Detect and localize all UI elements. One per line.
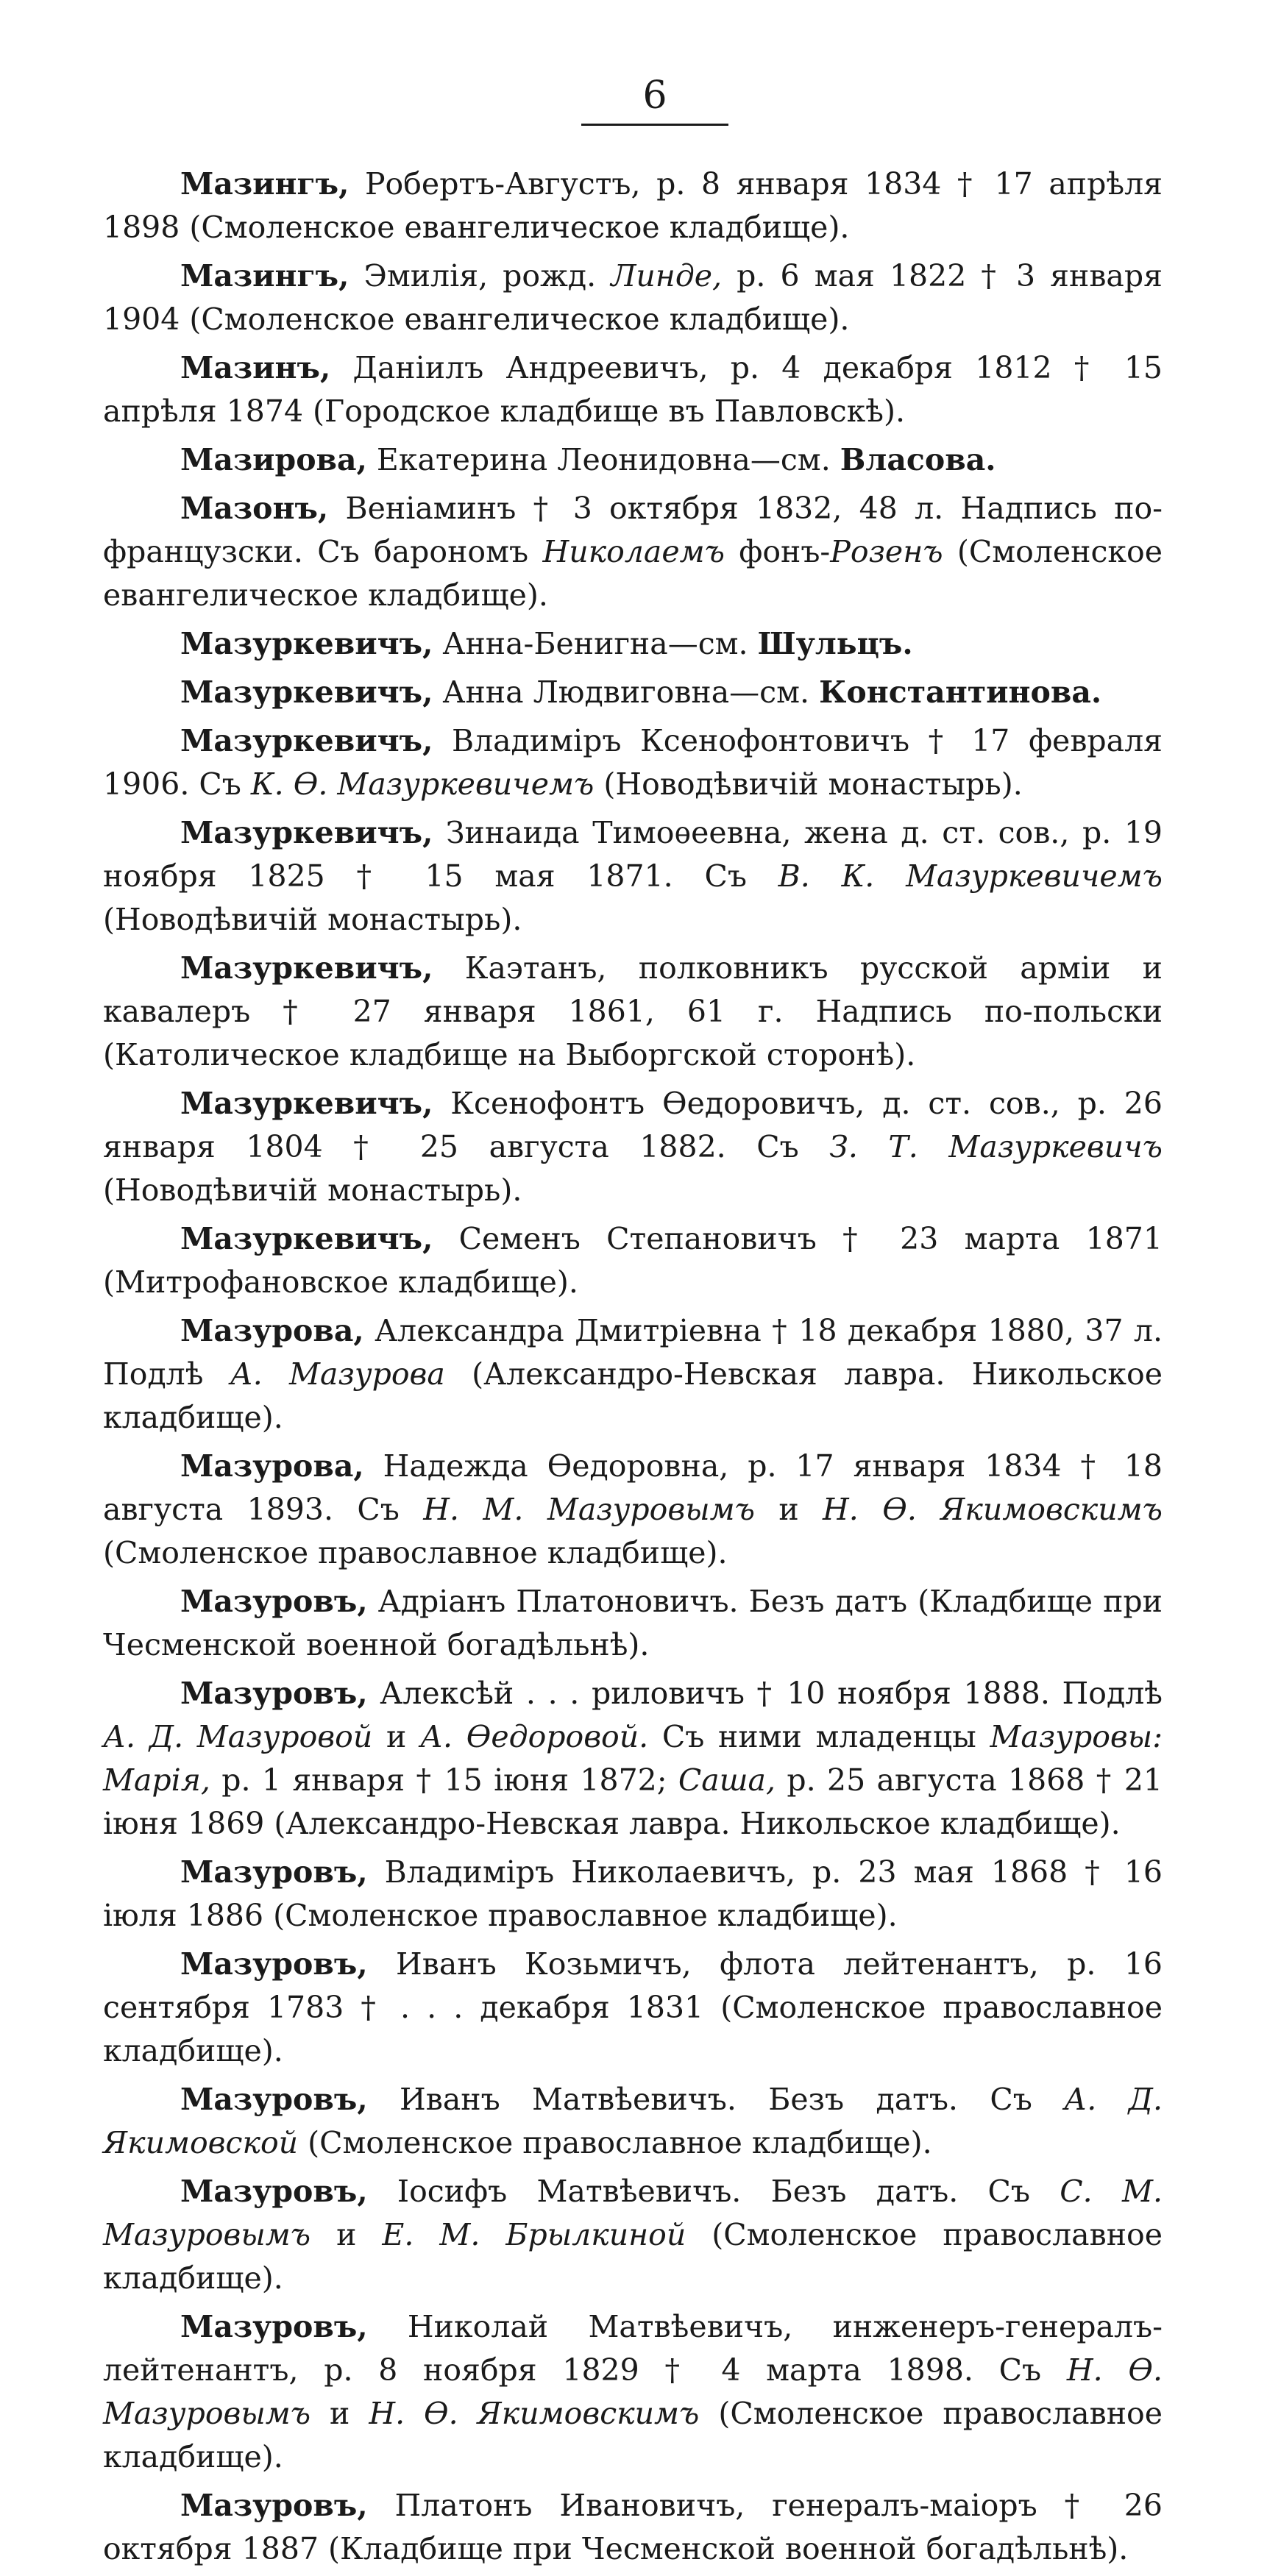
entry-text: (Смоленское евангелическое кладбище). (103, 534, 1163, 613)
entry-text: Семенъ Степановичъ † 23 марта 1871 (Митрофановское кладбище). (103, 1221, 1163, 1300)
entry-name: Мазуркевичъ, (180, 815, 433, 850)
entry (103, 947, 1163, 1077)
entry-italic: Саша, (678, 1762, 776, 1798)
entry-name: Мазингъ, (180, 258, 349, 293)
entry (103, 163, 1163, 249)
entry-text: и (372, 1719, 420, 1754)
entry-italic: Н. Ѳ. Мазуровымъ (103, 2352, 1163, 2431)
entry (103, 671, 1163, 714)
entry-text: (Смоленское православное кладбище). (103, 1535, 728, 1570)
entry-name: Мазуровъ, (180, 2082, 368, 2117)
entry-text: Надежда Ѳедоровна, р. 17 января 1834 † 18 августа 1893. Съ (103, 1448, 1163, 1527)
entry (103, 1309, 1163, 1440)
entry-list (103, 163, 1163, 2571)
entry (103, 719, 1163, 806)
entry-text: Платонъ Ивановичъ, генералъ-маіоръ † 26 октября 1887 (Кладбище при Чесменской военной богадѣльнѣ). (103, 2488, 1163, 2566)
entry-name: Мазирова, (180, 442, 367, 477)
entry-italic: С. М. Мазуровымъ (103, 2174, 1163, 2252)
entry-text: Иванъ Матвѣевичъ. Безъ датъ. Съ (399, 2082, 1065, 2117)
entry-text: Эмилія, рожд. (363, 258, 611, 293)
entry-italic: Н. М. Мазуровымъ (423, 1492, 755, 1527)
entry-italic: В. К. Мазуркевичемъ (778, 858, 1163, 894)
entry-text: (Смоленское православное кладбище). (298, 2125, 932, 2160)
entry-text: (Смоленское православное кладбище). (103, 2396, 1163, 2474)
entry (103, 487, 1163, 617)
page-number-rule (581, 124, 728, 126)
document-page (103, 74, 1163, 2576)
entry-text: и (311, 2396, 369, 2431)
entry-text: Иванъ Козьмичъ, флота лейтенантъ, р. 16 сентября 1783 † . . . декабря 1831 (Смоленское православное кладбище). (103, 1946, 1163, 2068)
entry-name: Мазурова, (180, 1313, 364, 1348)
page-number: 6 (642, 74, 667, 118)
entry (103, 1082, 1163, 1212)
entry-italic: Николаемъ (542, 534, 725, 569)
entry-text: (Новодѣвичій монастырь). (103, 1173, 522, 1208)
entry-italic: Линде, (611, 258, 723, 293)
entry-text: Адріанъ Платоновичъ. Безъ датъ (Кладбище при Чесменской военной богадѣльнѣ). (103, 1584, 1163, 1662)
entry-name: Мазуркевичъ, (180, 626, 433, 661)
entry-name: Мазинъ, (180, 350, 331, 385)
entry-name: Мазингъ, (180, 166, 349, 202)
entry-text: Анна-Бенигна—см. (442, 626, 748, 661)
entry-name: Мазуркевичъ, (180, 675, 433, 710)
entry-italic: Н. Ѳ. Якимовскимъ (823, 1492, 1163, 1527)
entry-name: Мазуровъ, (180, 1584, 368, 1619)
entry-name: Мазуркевичъ, (180, 1086, 433, 1121)
entry-text: Каэтанъ, полковникъ русской арміи и кавалеръ † 27 января 1861, 61 г. Надпись по-польски (Католическое кладбище на Выборгской сторонѣ). (103, 950, 1163, 1072)
entry (103, 2078, 1163, 2165)
entry-name: Мазуровъ, (180, 1854, 368, 1890)
entry-italic: Мазуровы: Марія, (103, 1719, 1163, 1798)
entry-italic: А. Мазурова (230, 1356, 445, 1392)
entry (103, 622, 1163, 666)
entry-name: Мазуровъ, (180, 2174, 368, 2209)
entry-name: Мазуровъ, (180, 1946, 368, 1982)
entry (103, 811, 1163, 942)
entry (103, 1217, 1163, 1304)
entry (103, 1580, 1163, 1667)
entry-text: Ксенофонтъ Ѳедоровичъ, д. ст. сов., р. 26 января 1804 † 25 августа 1882. Съ (103, 1086, 1163, 1164)
entry (103, 2170, 1163, 2300)
entry-name: Мазуровъ, (180, 2488, 368, 2523)
entry-text: Николай Матвѣевичъ, инженеръ-генералъ-лейтенантъ, р. 8 ноября 1829 † 4 марта 1898. Съ (103, 2309, 1163, 2388)
entry (103, 1943, 1163, 2073)
entry-text: Веніаминъ † 3 октября 1832, 48 л. Надпись по-французски. Съ барономъ (103, 491, 1163, 569)
entry-italic: Е. М. Брылкиной (382, 2217, 686, 2252)
entry-text: р. 25 августа 1868 † 21 іюня 1869 (Александро-Невская лавра. Никольское кладбище). (103, 1762, 1163, 1841)
entry-italic: Н. Ѳ. Якимовскимъ (369, 2396, 700, 2431)
entry-italic: А. Д. Якимовской (103, 2082, 1163, 2160)
entry (103, 346, 1163, 433)
entry-text: Даніилъ Андреевичъ, р. 4 декабря 1812 † 15 апрѣля 1874 (Городское кладбище въ Павловскѣ). (103, 350, 1163, 429)
entry (103, 1445, 1163, 1575)
entry-name: Мазурова, (180, 1448, 364, 1484)
entry-name: Мазуровъ, (180, 1676, 368, 1711)
entry-text: р. 6 мая 1822 † 3 января 1904 (Смоленское евангелическое кладбище). (103, 258, 1163, 337)
entry-italic: А. Д. Мазуровой (103, 1719, 373, 1754)
entry-text: Съ ними младенцы (648, 1719, 990, 1754)
entry-text: (Новодѣвичій монастырь). (594, 766, 1023, 802)
entry-text: Іосифъ Матвѣевичъ. Безъ датъ. Съ (397, 2174, 1060, 2209)
entry-cross-reference: Константинова. (819, 675, 1102, 710)
entry-text: Екатерина Леонидовна—см. (376, 442, 831, 477)
entry-name: Мазонъ, (180, 491, 329, 526)
entry-name: Мазуровъ, (180, 2309, 368, 2344)
entry-italic: З. Т. Мазуркевичъ (829, 1129, 1163, 1164)
entry-text: (Новодѣвичій монастырь). (103, 902, 522, 937)
entry-text: и (754, 1492, 823, 1527)
entry-name: Мазуркевичъ, (180, 723, 433, 758)
entry-text: Владиміръ Николаевичъ, р. 23 мая 1868 † 16 іюля 1886 (Смоленское православное кладбище). (103, 1854, 1163, 1933)
entry-text: Робертъ-Августъ, р. 8 января 1834 † 17 апрѣля 1898 (Смоленское евангелическое кладбище). (103, 166, 1163, 245)
entry-text: Александра Дмитріевна † 18 декабря 1880, 37 л. Подлѣ (103, 1313, 1163, 1392)
entry-text: Владиміръ Ксенофонтовичъ † 17 февраля 1906. Съ (103, 723, 1163, 802)
entry (103, 1851, 1163, 1938)
entry (103, 255, 1163, 341)
entry-cross-reference: Шульцъ. (757, 626, 913, 661)
entry-text: и (311, 2217, 383, 2252)
entry-text: р. 1 января † 15 іюня 1872; (210, 1762, 678, 1798)
entry-text: Зинаида Тимоѳеевна, жена д. ст. сов., р. 19 ноября 1825 † 15 мая 1871. Съ (103, 815, 1163, 894)
entry-text: (Александро-Невская лавра. Никольское кладбище). (103, 1356, 1163, 1435)
entry-italic: А. Ѳедоровой. (419, 1719, 649, 1754)
entry-text: Алексѣй . . . риловичъ † 10 ноября 1888. Подлѣ (380, 1676, 1163, 1711)
entry-text: Анна Людвиговна—см. (442, 675, 810, 710)
entry-name: Мазуркевичъ, (180, 1221, 433, 1256)
entry (103, 2305, 1163, 2479)
entry (103, 1672, 1163, 1846)
entry-text: (Смоленское православное кладбище). (103, 2217, 1163, 2296)
entry-text: фонъ- (724, 534, 831, 569)
entry-italic: К. Ѳ. Мазуркевичемъ (250, 766, 595, 802)
entry-italic: Розенъ (830, 534, 943, 569)
entry (103, 438, 1163, 482)
entry-name: Мазуркевичъ, (180, 950, 433, 986)
entry (103, 2484, 1163, 2571)
entry-cross-reference: Власова. (840, 442, 996, 477)
